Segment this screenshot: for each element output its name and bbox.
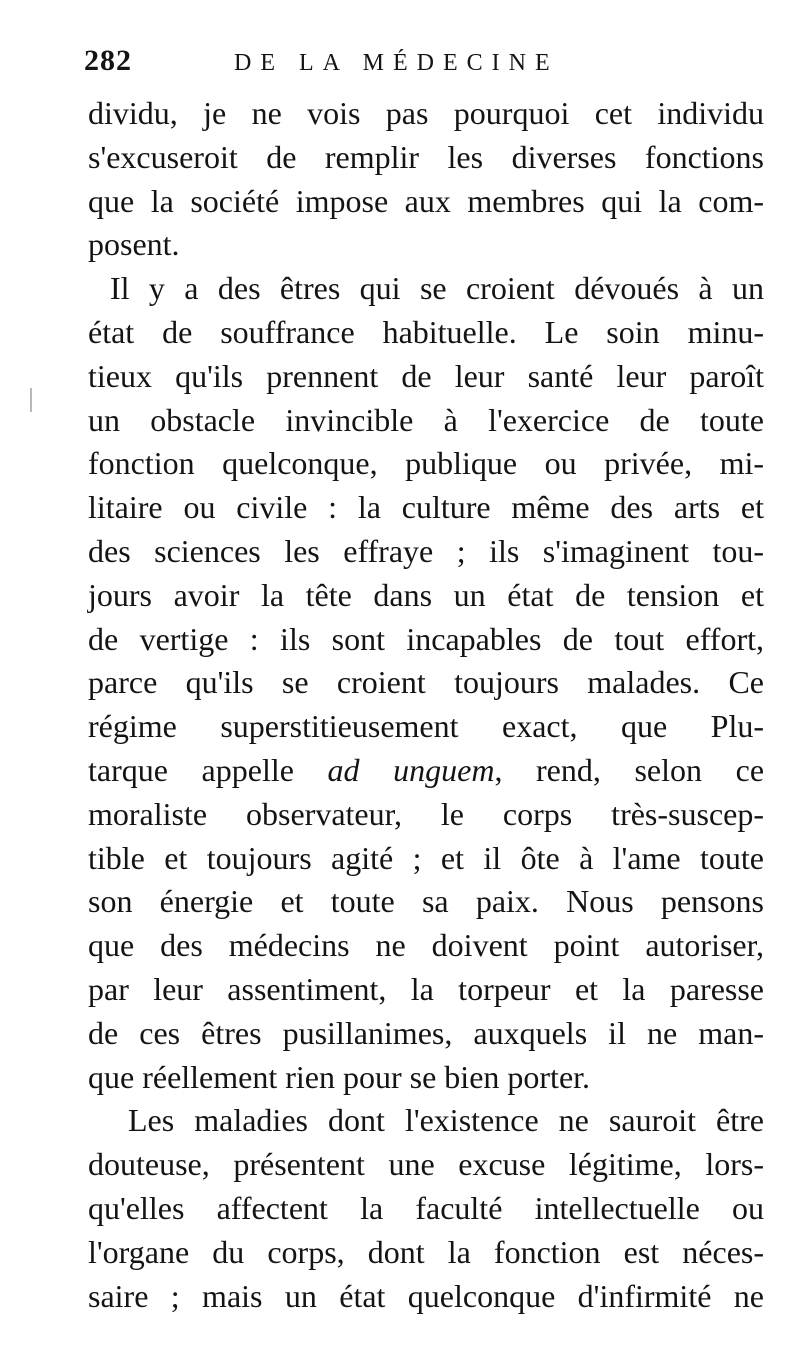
text-segment: , rend, selon ce (494, 751, 765, 788)
text-line: de vertige : ils sont incapables de tout effort, (88, 620, 764, 657)
text-line: tieux qu'ils prennent de leur santé leur paroît (88, 357, 764, 394)
margin-mark (30, 388, 32, 412)
text-line: tible et toujours agité ; et il ôte à l'ame toute (88, 839, 764, 876)
running-head: DE LA MÉDECINE (234, 50, 559, 76)
text-line: état de souffrance habituelle. Le soin minu- (88, 313, 764, 350)
text-line: de ces êtres pusillanimes, auxquels il ne man- (88, 1014, 764, 1051)
text-line: un obstacle invincible à l'exercice de toute (88, 401, 764, 438)
text-line: jours avoir la tête dans un état de tension et (88, 576, 764, 613)
text-line: l'organe du corps, dont la fonction est néces- (88, 1233, 764, 1270)
page-number: 282 (84, 44, 132, 77)
text-line: parce qu'ils se croient toujours malades. Ce (88, 664, 764, 701)
text-line: régime superstitieusement exact, que Plu- (88, 708, 764, 745)
text-line: que des médecins ne doivent point autoriser, (88, 927, 764, 964)
text-line: que la société impose aux membres qui la com- (88, 182, 764, 219)
text-line: s'excuseroit de remplir les diverses fonctions (88, 138, 764, 175)
page-header (84, 44, 764, 84)
text-line: par leur assentiment, la torpeur et la paresse (88, 970, 764, 1007)
italic-phrase: ad unguem (327, 751, 495, 788)
paragraph-first-line: Les maladies dont l'existence ne sauroit être (128, 1102, 764, 1139)
text-line: dividu, je ne vois pas pourquoi cet individu (88, 95, 764, 131)
text-line: moraliste observateur, le corps très-suscep- (88, 795, 764, 832)
paragraph-first-line: Il y a des êtres qui se croient dévoués à un (110, 270, 764, 307)
text-line: douteuse, présentent une excuse légitime, lors- (88, 1146, 764, 1183)
text-line-with-italic (88, 749, 764, 793)
text-line: saire ; mais un état quelconque d'infirmité ne (88, 1277, 764, 1314)
text-line: litaire ou civile : la culture même des arts et (88, 489, 764, 526)
text-segment: tarque appelle (88, 751, 294, 788)
body-text (88, 92, 764, 1318)
text-line: son énergie et toute sa paix. Nous pensons (88, 883, 764, 920)
text-line: que réellement rien pour se bien porter. (88, 1058, 591, 1095)
text-line: des sciences les effraye ; ils s'imaginent tou- (88, 532, 764, 569)
text-line: posent. (88, 226, 180, 263)
text-line: fonction quelconque, publique ou privée, mi- (88, 445, 764, 482)
text-line: qu'elles affectent la faculté intellectuelle ou (88, 1189, 764, 1226)
